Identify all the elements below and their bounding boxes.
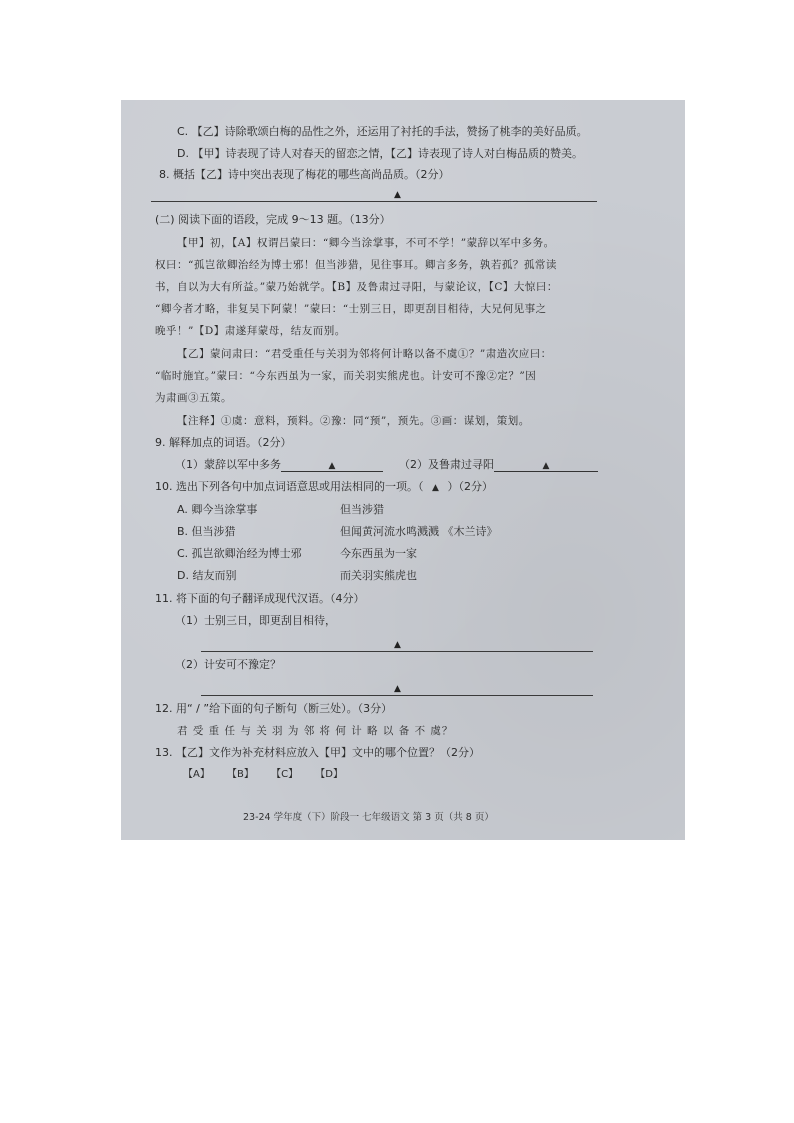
q9-answer-blank-2[interactable]: ▲ (494, 460, 598, 472)
answer-triangle-marker: ▲ (394, 640, 401, 650)
q13-question: 13. 【乙】文作为补充材料应放入【甲】文中的哪个位置？（2分） (155, 746, 480, 759)
q13-choice-a[interactable]: 【A】 (183, 769, 210, 780)
q11-answer-line-1[interactable] (201, 651, 593, 652)
q10-option-right: 但当涉猎 (340, 503, 384, 516)
q9-item-2-text: （2）及鲁肃过寻阳 (399, 458, 494, 471)
q10-option-left: A. 卿今当涂掌事 (177, 503, 258, 516)
q10-question: 10. 选出下列各句中加点词语意思或用法相同的一项。（ ▲ ）（2分） (155, 480, 493, 493)
answer-triangle-marker: ▲ (394, 684, 401, 694)
passage-yi-line: “临时施宜。”蒙曰：“今东西虽为一家，而关羽实熊虎也。计安可不豫②定？”因 (155, 370, 537, 382)
q9-item-2 (399, 458, 598, 472)
passage-notes: 【注释】①虞：意料，预料。②豫：同“预”，预先。③画：谋划，策划。 (177, 415, 530, 427)
q11-item-1: （1）士别三日，即更刮目相待， (175, 614, 336, 627)
q13-choice-c[interactable]: 【C】 (271, 769, 299, 780)
q9-question: 9. 解释加点的词语。（2分） (155, 436, 292, 449)
passage-yi-line: 为肃画③五策。 (155, 392, 232, 404)
q7-option-d: D. 【甲】诗表现了诗人对春天的留恋之情，【乙】诗表现了诗人对白梅品质的赞美。 (177, 147, 583, 160)
q11-item-2: （2）计安可不豫定？ (175, 658, 281, 671)
q9-item-1 (175, 458, 383, 472)
passage-jia-line: 【甲】初，【A】权谓吕蒙曰：“卿今当涂掌事，不可不学！”蒙辞以军中多务。 (177, 237, 555, 249)
q9-item-1-text: （1）蒙辞以军中多务 (175, 458, 281, 471)
passage-jia-line: 权曰：“孤岂欲卿治经为博士邪！但当涉猎，见往事耳。卿言多务，孰若孤？孤常读 (155, 259, 557, 271)
q13-choices (183, 768, 343, 782)
q13-choice-d[interactable]: 【D】 (315, 769, 343, 780)
q12-sentence: 君 受 重 任 与 关 羽 为 邻 将 何 计 略 以 备 不 虞？ (177, 725, 454, 737)
answer-triangle-marker: ▲ (394, 190, 401, 200)
q10-option-right: 而关羽实熊虎也 (340, 569, 417, 582)
q11-answer-line-2[interactable] (201, 695, 593, 696)
passage-jia-line: 书，自以为大有所益。”蒙乃始就学。【B】及鲁肃过寻阳，与蒙论议，【C】大惊曰： (155, 281, 558, 293)
q9-answer-blank-1[interactable]: ▲ (281, 460, 383, 472)
page-footer: 23-24 学年度（下）阶段一 七年级语文 第 3 页（共 8 页） (243, 812, 494, 823)
q10-option-left: C. 孤岂欲卿治经为博士邪 (177, 547, 302, 560)
q10-option-right: 但闻黄河流水鸣溅溅 《木兰诗》 (340, 525, 498, 538)
q12-question: 12. 用“ / ”给下面的句子断句（断三处）。（3分） (155, 702, 393, 715)
section-2-heading: (二) 阅读下面的语段，完成 9～13 题。（13分） (155, 213, 391, 226)
q10-option-left: D. 结友而别 (177, 569, 237, 582)
passage-jia-line: “卿今者才略，非复吴下阿蒙！”蒙曰：“士别三日，即更刮目相待，大兄何见事之 (155, 303, 547, 315)
q10-answer-blank[interactable]: ▲ (432, 483, 439, 493)
passage-jia-line: 晚乎！”【D】肃遂拜蒙母，结友而别。 (155, 325, 346, 337)
q10-option-left: B. 但当涉猎 (177, 525, 236, 538)
passage-yi-line: 【乙】蒙问肃曰：“君受重任与关羽为邻将何计略以备不虞①？”肃造次应曰： (177, 348, 552, 360)
q8-answer-line (151, 201, 597, 202)
q13-choice-b[interactable]: 【B】 (227, 769, 254, 780)
q7-option-c: C. 【乙】诗除歌颂白梅的品性之外，还运用了衬托的手法，赞扬了桃李的美好品质。 (177, 125, 588, 138)
q10-option-right: 今东西虽为一家 (340, 547, 417, 560)
q11-question: 11. 将下面的句子翻译成现代汉语。（4分） (155, 592, 365, 605)
q8-question: 8. 概括【乙】诗中突出表现了梅花的哪些高尚品质。（2分） (159, 168, 450, 181)
scanned-exam-page (121, 100, 685, 840)
